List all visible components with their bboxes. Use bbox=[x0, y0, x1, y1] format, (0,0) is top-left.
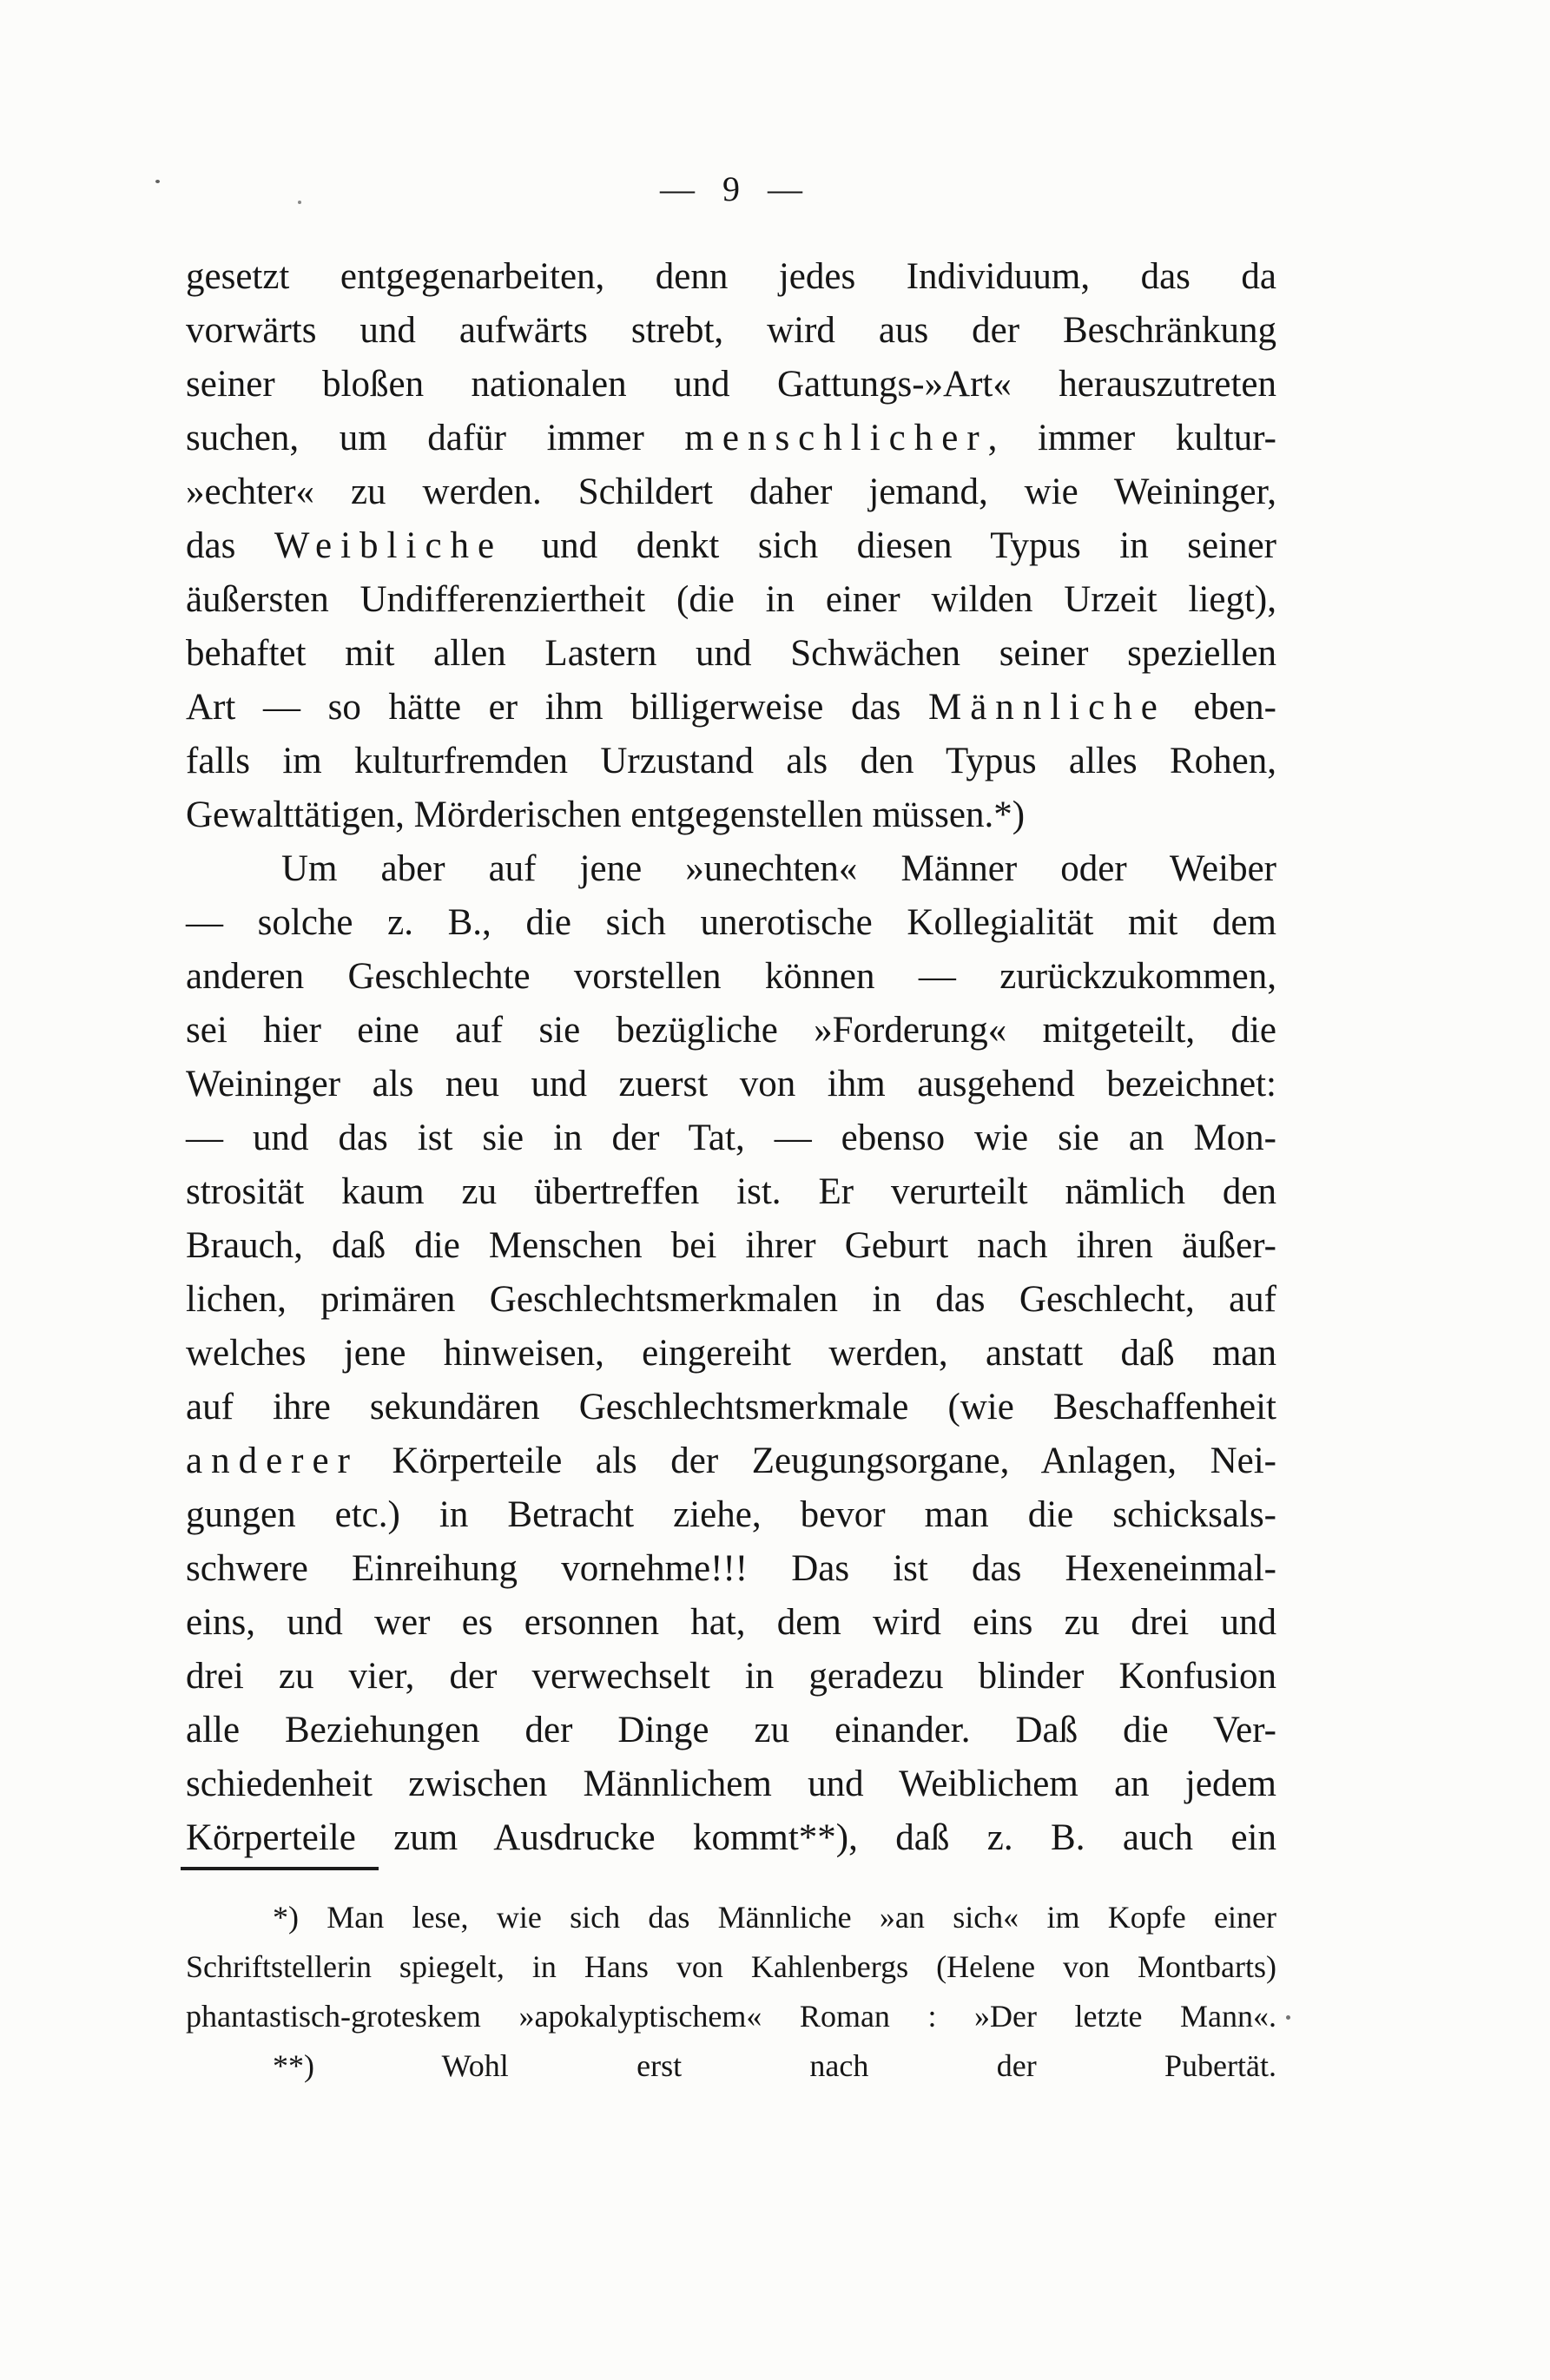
body-text-line: behaftet mit allen Lastern und Schwächen seiner speziellen bbox=[186, 633, 1276, 674]
body-text-line: schiedenheit zwischen Männlichem und Weiblichem an jedem bbox=[186, 1764, 1276, 1804]
footnote-separator-rule bbox=[181, 1867, 379, 1870]
body-text-line: Weininger als neu und zuerst von ihm ausgehend bezeichnet: bbox=[186, 1064, 1276, 1104]
letterspaced-emphasis: Männliche bbox=[927, 687, 1166, 728]
body-text-line: äußersten Undifferenziertheit (die in einer wilden Urzeit liegt), bbox=[186, 579, 1276, 620]
body-text-line: Gewalttätigen, Mörderischen entgegenstellen müssen.*) bbox=[186, 794, 1026, 835]
body-text-line: eins, und wer es ersonnen hat, dem wird eins zu drei und bbox=[186, 1602, 1276, 1643]
body-text-line: Um aber auf jene »unechten« Männer oder Weiber bbox=[281, 848, 1276, 889]
body-text-line: strosität kaum zu übertreffen ist. Er verurteilt nämlich den bbox=[186, 1171, 1276, 1212]
body-text-line: seiner bloßen nationalen und Gattungs-»Art« herauszutreten bbox=[186, 364, 1276, 405]
footnote-line: Schriftstellerin spiegelt, in Hans von Kahlenbergs (Helene von Montbarts) bbox=[186, 1949, 1276, 1984]
body-text-line: sei hier eine auf sie bezügliche »Forderung« mitgeteilt, die bbox=[186, 1010, 1276, 1051]
page-number: — 9 — bbox=[660, 169, 802, 208]
body-text-line: — und das ist sie in der Tat, — ebenso wie sie an Mon- bbox=[186, 1117, 1276, 1158]
letterspaced-emphasis: anderer bbox=[186, 1441, 359, 1481]
footnotes bbox=[186, 1893, 1276, 2091]
body-text bbox=[186, 250, 1276, 1865]
footnote-line: **) Wohl erst nach der Pubertät. bbox=[273, 2048, 1276, 2083]
body-text-line: — solche z. B., die sich unerotische Kollegialität mit dem bbox=[186, 902, 1276, 943]
body-text-line: welches jene hinweisen, eingereiht werden, anstatt daß man bbox=[186, 1333, 1276, 1374]
body-text-line: »echter« zu werden. Schildert daher jemand, wie Weininger, bbox=[186, 471, 1276, 512]
body-text-line: drei zu vier, der verwechselt in geradezu blinder Konfusion bbox=[186, 1656, 1276, 1697]
body-text-line: Körperteile zum Ausdrucke kommt**), daß z. B. auch ein bbox=[186, 1817, 1276, 1858]
body-text-line: falls im kulturfremden Urzustand als den Typus alles Rohen, bbox=[186, 741, 1276, 781]
body-text-line: das Weibliche und denkt sich diesen Typus in seiner bbox=[186, 525, 1276, 566]
body-text-line: alle Beziehungen der Dinge zu einander. Daß die Ver- bbox=[186, 1710, 1276, 1750]
scan-speck bbox=[298, 201, 301, 204]
scan-speck bbox=[155, 180, 160, 183]
body-text-line: suchen, um dafür immer menschlicher, immer kultur- bbox=[186, 418, 1276, 458]
body-text-line: auf ihre sekundären Geschlechtsmerkmale (wie Beschaffenheit bbox=[186, 1387, 1276, 1427]
body-text-line: Brauch, daß die Menschen bei ihrer Geburt nach ihren äußer- bbox=[186, 1225, 1276, 1266]
body-text-line: Art — so hätte er ihm billigerweise das Männliche eben- bbox=[186, 687, 1276, 728]
body-text-line: gungen etc.) in Betracht ziehe, bevor man die schicksals- bbox=[186, 1494, 1276, 1535]
letterspaced-emphasis: Weibliche bbox=[274, 525, 504, 566]
letterspaced-emphasis: menschlicher bbox=[684, 418, 988, 458]
scan-speck bbox=[1286, 2015, 1290, 2020]
body-text-line: lichen, primären Geschlechtsmerkmalen in das Geschlecht, auf bbox=[186, 1279, 1276, 1320]
body-text-line: gesetzt entgegenarbeiten, denn jedes Individuum, das da bbox=[186, 256, 1276, 297]
body-text-line: anderen Geschlechte vorstellen können — zurückzukommen, bbox=[186, 956, 1276, 997]
footnote-line: *) Man lese, wie sich das Männliche »an sich« im Kopfe einer bbox=[273, 1900, 1276, 1935]
body-text-line: vorwärts und aufwärts strebt, wird aus der Beschränkung bbox=[186, 310, 1276, 351]
body-text-line: schwere Einreihung vornehme!!! Das ist das Hexeneinmal- bbox=[186, 1548, 1276, 1589]
body-text-line: anderer Körperteile als der Zeugungsorgane, Anlagen, Nei- bbox=[186, 1441, 1276, 1481]
footnote-line: phantastisch-groteskem »apokalyptischem« Roman : »Der letzte Mann«. bbox=[186, 1999, 1276, 2034]
